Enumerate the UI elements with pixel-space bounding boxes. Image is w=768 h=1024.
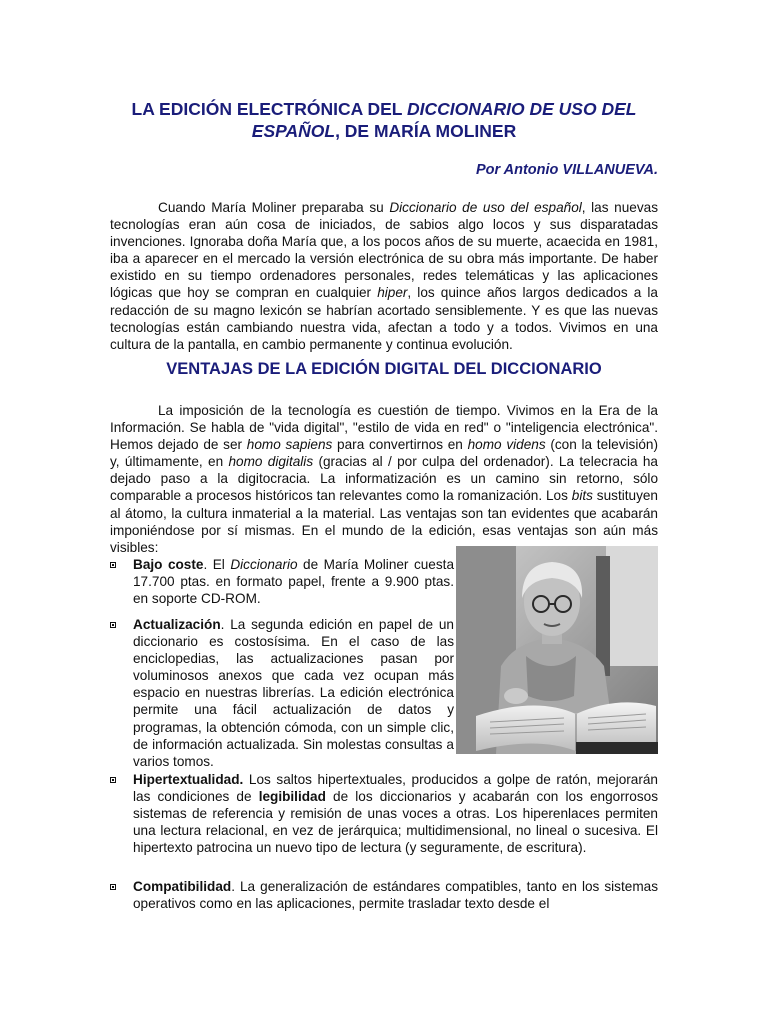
section-text-b: para convertirnos en (332, 437, 468, 453)
bullet-bold-part: legibilidad (258, 789, 326, 805)
author-byline: Por Antonio VILLANUEVA. (475, 162, 658, 178)
title-line1-normal: LA EDICIÓN ELECTRÓNICA DEL (131, 99, 407, 119)
section-italic-a: homo sapiens (246, 437, 333, 453)
portrait-photo-illustration (456, 546, 658, 754)
bullet-text (133, 616, 454, 770)
section-text-d: (gracias al / por culpa del ordenador). La telecracia ha dejado paso a la digitocracia. La informatización es un camino sin retorno, sólo comparable a procesos históricos tan relevantes como la romanización. Los (110, 454, 658, 504)
bullet-text (133, 878, 658, 912)
bullet-text-part: de los diccionarios y acabarán con los engorrosos sistemas de referencia y remisión de unas voces a otras. Los hiperenlaces permiten una lectura relacional, en vez de jerárquica; multidimensional, no lineal o sucesiva. El hipertexto patrocina un nuevo tipo de lectura (y seguramente, de escritura). (133, 789, 658, 856)
bullet-text-part: . La generalización de estándares compatibles, tanto en los sistemas operativos como en las aplicaciones, permite trasladar texto desde el (133, 879, 658, 912)
square-bullet-icon (110, 622, 116, 628)
section-text-c: (con la televisión) y, últimamente, en (110, 437, 659, 470)
section-text-e: sustituyen al átomo, la cultura inmaterial a la material. Las ventajas son tan evidentes que acabarán imponiéndose por sí mismas. En el mundo de la edición, esas ventajas son aún más visibles: (110, 488, 658, 555)
bullet-text (133, 556, 454, 607)
intro-italic-1: Diccionario de uso del español (389, 200, 582, 215)
bullet-text-part: . El (203, 557, 231, 572)
intro-text-3: , los quince años largos dedicados a la redacción de su magno lexicón se habrían acortado sensiblemente. Y es que las nuevas tecnologías están cambiando nuestra vida, afectan a todo y a todos. Vivimos en una cultura de la pantalla, en cambio permanente y continua evolución. (110, 285, 658, 352)
bullet-term: Compatibilidad (133, 879, 232, 894)
intro-italic-2: hiper (377, 285, 408, 301)
title-line2-italic: ESPAÑOL (251, 121, 336, 141)
square-bullet-icon (110, 884, 116, 890)
section-italic-c: homo digitalis (228, 454, 314, 470)
intro-text-1: Cuando María Moliner preparaba su (158, 200, 390, 215)
bullet-text-part: Los saltos hipertextuales, producidos a golpe de ratón, mejorarán las condiciones de (133, 772, 658, 805)
section-heading: VENTAJAS DE LA EDICIÓN DIGITAL DEL DICCIONARIO (166, 360, 602, 378)
bullet-text-part: . La segunda edición en papel de un diccionario es costosísima. En el caso de las enciclopedias, las actualizaciones pasan por voluminosos anexos que cada vez ocupan más espacio en nuestras librerías. La edición electrónica permite una fácil actualización de datos y programas, la obtención cómoda, con un simple clic, de información actualizada. Sin molestas consultas a varios tomos. (133, 617, 454, 769)
bullet-term: Actualización (133, 617, 221, 632)
section-text-a: La imposición de la tecnología es cuestión de tiempo. Vivimos en la Era de la Información. Se habla de "vida digital", "estilo de vida en red" o "inteligencia electrónica". Hemos dejado de ser (110, 403, 658, 453)
bullet-text (133, 771, 658, 856)
title-line1-italic: DICCIONARIO DE USO DEL (407, 99, 637, 119)
square-bullet-icon (110, 777, 116, 783)
bullet-term: Bajo coste (133, 557, 204, 572)
section-paragraph (110, 402, 658, 556)
intro-paragraph (110, 199, 658, 353)
bullet-text-part: de María Moliner cuesta 17.700 ptas. en formato papel, frente a 9.900 ptas. en soporte CD-ROM. (133, 557, 454, 607)
square-bullet-icon (110, 562, 116, 568)
bullet-term: Hipertextualidad. (133, 772, 244, 787)
intro-text-2: , las nuevas tecnologías eran aún cosa de iniciados, de sabios algo locos y sus disparatadas invenciones. Ignoraba doña María que, a los pocos años de su muerte, acaecida en 1981, iba a aparecer en el mercado la versión electrónica de su obra más importante. De haber existido en su tiempo ordenadores personales, redes telemáticas y las aplicaciones lógicas que hoy se compran en cualquier (110, 200, 658, 301)
document-title (110, 98, 658, 142)
title-line2-normal: , DE MARÍA MOLINER (335, 121, 517, 141)
section-italic-d: bits (571, 488, 593, 504)
bullet-italic-part: Diccionario (230, 557, 298, 572)
portrait-photo (456, 546, 658, 754)
section-italic-b: homo videns (467, 437, 546, 453)
